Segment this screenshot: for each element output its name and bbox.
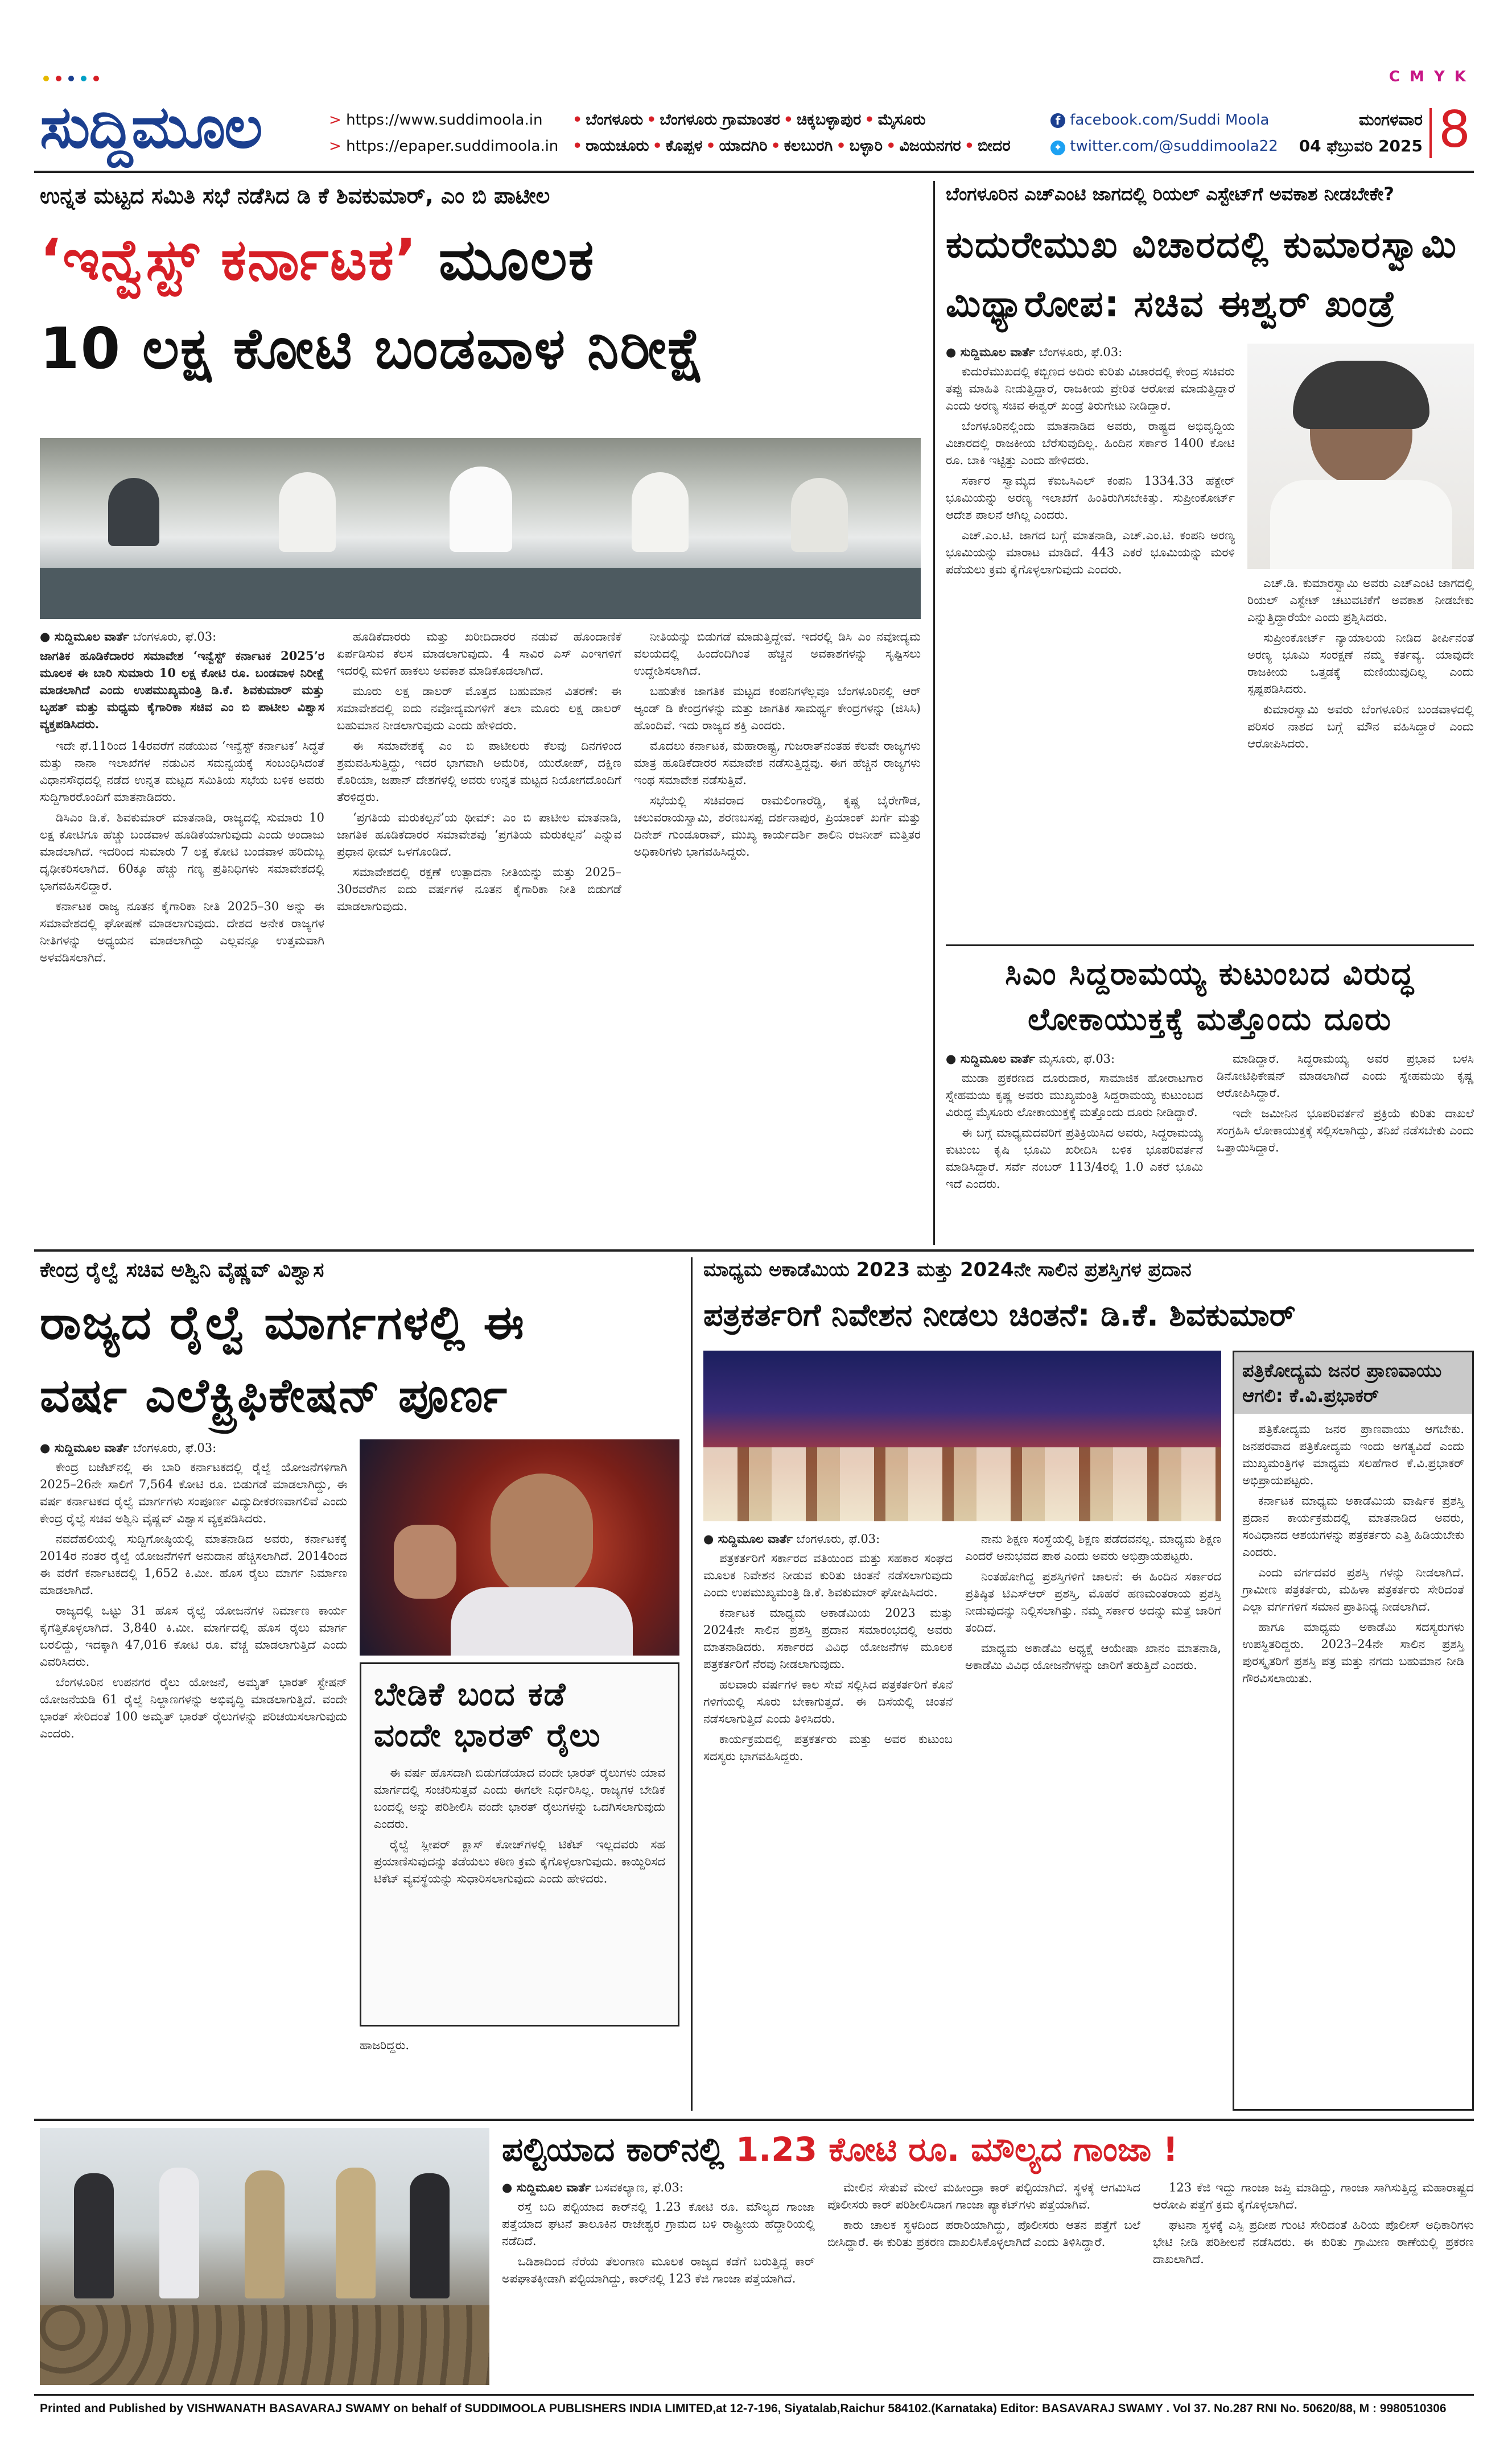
lokayukta-column-2 — [1217, 1050, 1474, 1238]
hmt-paragraph: ಕುದುರೆಮುಖದಲ್ಲಿ ಕಬ್ಬಿಣದ ಅದಿರು ಕುರಿತು ವಿಚಾರದಲ್ಲಿ ಕೇಂದ್ರ ಸಚಿವರು ತಪ್ಪು ಮಾಹಿತಿ ನೀಡುತ್ತಿದ್ದಾರೆ, ರಾಜಕೀಯ ಪ್ರೇರಿತ ಆರೋಪ ಮಾಡುತ್ತಿದ್ದಾರೆ ಎಂದು ಅರಣ್ಯ ಸಚಿವ ಈಶ್ವರ್ ಖಂಡ್ರೆ ತಿರುಗೇಟು ನೀಡಿದ್ದಾರೆ. — [946, 365, 1235, 412]
vertical-divider-mid — [691, 1257, 693, 2111]
ganja-column-3 — [1153, 2179, 1474, 2385]
vaishnaw-photo — [360, 1439, 679, 1656]
color-dots — [40, 73, 102, 84]
media-column-1: ● ಸುದ್ದಿಮೂಲ ವಾರ್ತೆ ಬೆಂಗಳೂರು, ಫೆ.03: ಪತ್ರಕರ್ತರಿಗೆ ಸರ್ಕಾರದ ವತಿಯಿಂದ ಮತ್ತು ಸಹಕಾರ ಸಂಘದ ಮೂಲಕ ನಿವೇಶನ ನೀಡುವ ಕುರಿತು ಚಿಂತನೆ ನಡೆಸಲಾಗುವುದು ಎಂದು ಉಪಮುಖ್ಯಮಂತ್ರಿ ಡಿ.ಕೆ. ಶಿವಕುಮಾರ್ ಘೋಷಿಸಿದರು. ಕರ್ನಾಟಕ ಮಾಧ್ಯಮ ಅಕಾಡೆಮಿಯ 2023 ಮತ್ತು 2024ನೇ ಸಾಲಿನ ಪ್ರಶಸ್ತಿ ಪ್ರದಾನ ಸಮಾರಂಭದಲ್ಲಿ ಅವರು ಮಾತನಾಡಿದರು. ಸರ್ಕಾರದ ವಿವಿಧ ಯೋಜನೆಗಳ ಮೂಲಕ ಪತ್ರಕರ್ತರಿಗೆ ನೆರವು ನೀಡಲಾಗುವುದು. ಹಲವಾರು ವರ್ಷಗಳ ಕಾಲ ಸೇವೆ ಸಲ್ಲಿಸಿದ ಪತ್ರಕರ್ತರಿಗೆ ಕೊನೆ ಗಳಿಗೆಯಲ್ಲಿ ಸೂರು ಬೇಕಾಗುತ್ತದೆ. ಈ ದಿಸೆಯಲ್ಲಿ ಚಿಂತನೆ ನಡೆಸಲಾಗುತ್ತಿದೆ ಎಂದು ತಿಳಿಸಿದರು. ಕಾರ್ಯಕ್ರಮದಲ್ಲಿ ಪತ್ರಕರ್ತರು ಮತ್ತು ಅವರ ಕುಟುಂಬ ಸದಸ್ಯರು ಭಾಗವಹಿಸಿದ್ದರು. — [703, 1530, 953, 2111]
media-paragraph: ನಿಂತಹೋಗಿದ್ದ ಪ್ರಶಸ್ತಿಗಳಿಗೆ ಚಾಲನೆ: ಈ ಹಿಂದಿನ ಸರ್ಕಾರದ ಪ್ರತಿಷ್ಠಿತ ಟಿಎಸ್‌ಆರ್ ಪ್ರಶಸ್ತಿ, ಮೊಹರೆ ಹಣಮಂತರಾಯ ಪ್ರಶಸ್ತಿ ನೀಡುವುದನ್ನು ನಿಲ್ಲಿಸಲಾಗಿತ್ತು. ನಮ್ಮ ಸರ್ಕಾರ ಅದನ್ನು ಮತ್ತೆ ಜಾರಿಗೆ ತಂದಿದೆ. — [965, 1570, 1221, 1635]
prabhakar-paragraph: ಎಂದು ವರ್ಗದವರ ಪ್ರಶಸ್ತಿ ಗಳನ್ನು ನೀಡಲಾಗಿದೆ. ಗ್ರಾಮೀಣ ಪತ್ರಕರ್ತರು, ಮಹಿಳಾ ಪತ್ರಕರ್ತರು ಸೇರಿದಂತೆ ಎಲ್ಲಾ ವರ್ಗಗಳಿಗೆ ಸಮಾನ ಪ್ರಾತಿನಿಧ್ಯ ನೀಡಲಾಗಿದೆ. — [1242, 1566, 1464, 1613]
nav-bullet: • — [886, 137, 896, 155]
lead-paragraph: ಈ ಸಮಾವೇಶಕ್ಕೆ ಎಂ ಬಿ ಪಾಟೀಲರು ಕೆಲವು ದಿನಗಳಿಂದ ಶ್ರಮವಹಿಸುತ್ತಿದ್ದು, ಇದರ ಭಾಗವಾಗಿ ಅಮೆರಿಕ, ಯುರೋಪ್, ದಕ್ಷಿಣ ಕೊರಿಯಾ, ಜಪಾನ್ ದೇಶಗಳಲ್ಲಿ ಅವರು ಉನ್ನತ ಮಟ್ಟದ ನಿಯೋಗದೊಂದಿಗೆ ತೆರಳಿದ್ದರು. — [337, 739, 621, 804]
lokayukta-paragraph: ಮುಡಾ ಪ್ರಕರಣದ ದೂರುದಾರ, ಸಾಮಾಜಿಕ ಹೋರಾಟಗಾರ ಸ್ನೇಹಮಯಿ ಕೃಷ್ಣ ಅವರು ಮುಖ್ಯಮಂತ್ರಿ ಸಿದ್ದರಾಮಯ್ಯ ಕುಟುಂಬದ ವಿರುದ್ಧ ಮೈಸೂರು ಲೋಕಾಯುಕ್ತಕ್ಕೆ ಮತ್ತೊಂದು ದೂರು ನೀಡಿದ್ದಾರೆ. — [946, 1071, 1203, 1119]
masthead-logo[interactable]: ಸುದ್ದಿಮೂಲ — [40, 92, 262, 162]
media-paragraph: ಹಲವಾರು ವರ್ಷಗಳ ಕಾಲ ಸೇವೆ ಸಲ್ಲಿಸಿದ ಪತ್ರಕರ್ತರಿಗೆ ಕೊನೆ ಗಳಿಗೆಯಲ್ಲಿ ಸೂರು ಬೇಕಾಗುತ್ತದೆ. ಈ ದಿಸೆಯಲ್ಲಿ ಚಿಂತನೆ ನಡೆಸಲಾಗುತ್ತಿದೆ ಎಂದು ತಿಳಿಸಿದರು. — [703, 1678, 953, 1726]
lead-column-2 — [337, 628, 621, 1238]
nav-bullet: • — [652, 137, 662, 155]
hmt-paragraph: ಸರ್ಕಾರ ಸ್ವಾಮ್ಯದ ಕೆಐಒಸಿಎಲ್ ಕಂಪನಿ 1334.33 ಹೆಕ್ಟೇರ್ ಭೂಮಿಯನ್ನು ಅರಣ್ಯ ಇಲಾಖೆಗೆ ಹಿಂತಿರುಗಿಸಬೇಕಿತ್ತು. ಸುಪ್ರೀಂಕೋರ್ಟ್ ಆದೇಶ ಪಾಲನೆ ಆಗಿಲ್ಲ ಎಂದರು. — [946, 474, 1235, 522]
site-links — [329, 107, 558, 159]
ganja-paragraph: ಒಡಿಶಾದಿಂದ ನೆರೆಯ ತೆಲಂಗಾಣ ಮೂಲಕ ರಾಜ್ಯದ ಕಡೆಗೆ ಬರುತ್ತಿದ್ದ ಕಾರ್ ಅಪಘಾತಕ್ಕೀಡಾಗಿ ಪಲ್ಟಿಯಾಗಿದ್ದು, ಕಾರ್‌ನಲ್ಲಿ 123 ಕೆಜಿ ಗಾಂಜಾ ಪತ್ತೆಯಾಗಿದೆ. — [502, 2255, 815, 2285]
lead-paragraph: ನೀತಿಯನ್ನು ಬಿಡುಗಡೆ ಮಾಡುತ್ತಿದ್ದೇವೆ. ಇದರಲ್ಲಿ ಡಿಸಿ ಎಂ ನವೋದ್ಯಮ ವಲಯದಲ್ಲಿ ಹಿಂದೆಂದಿಗಿಂತ ಹೆಚ್ಚಿನ ಅವಕಾಶಗಳನ್ನು ಸೃಷ್ಟಿಸಲು ಉದ್ದೇಶಿಸಲಾಗಿದೆ. — [634, 630, 921, 678]
hmt-paragraph: ಕುಮಾರಸ್ವಾಮಿ ಅವರು ಬೆಂಗಳೂರಿನ ಬಂಡವಾಳದಲ್ಲಿ ಪರಿಸರ ನಾಶದ ಬಗ್ಗೆ ಮೌನ ವಹಿಸಿದ್ದಾರೆ ಎಂದು ಆರೋಪಿಸಿದರು. — [1247, 703, 1474, 750]
edition-link[interactable]: ಬೆಂಗಳೂರು ಗ್ರಾಮಾಂತರ — [660, 111, 780, 129]
lead-paragraph: ಬಹುತೇಕ ಜಾಗತಿಕ ಮಟ್ಟದ ಕಂಪನಿಗಳೆಲ್ಲವೂ ಬೆಂಗಳೂರಿನಲ್ಲಿ ಆರ್ ಆ್ಯಂಡ್ ಡಿ ಕೇಂದ್ರಗಳನ್ನು ಮತ್ತು ಜಾಗತಿಕ ಸಾಮರ್ಥ್ಯ ಕೇಂದ್ರಗಳನ್ನು (ಜಿಸಿಸಿ) ಹೊಂದಿವೆ. ಇದು ರಾಜ್ಯದ ಶಕ್ತಿ ಎಂದರು. — [634, 684, 921, 732]
nav-bullet: • — [771, 137, 781, 155]
railway-column-1: ● ಸುದ್ದಿಮೂಲ ವಾರ್ತೆ ಬೆಂಗಳೂರು, ಫೆ.03: ಕೇಂದ್ರ ಬಜೆಟ್‌ನಲ್ಲಿ ಈ ಬಾರಿ ಕರ್ನಾಟಕದಲ್ಲಿ ರೈಲ್ವೆ ಯೋಜನೆಗಳಿಗಾಗಿ 2025–26ನೇ ಸಾಲಿಗೆ 7,564 ಕೋಟಿ ರೂ. ಬಿಡುಗಡೆ ಮಾಡಲಾಗಿದ್ದು, ಈ ವರ್ಷ ಕರ್ನಾಟಕದ ರೈಲ್ವೆ ಮಾರ್ಗಗಳು ಸಂಪೂರ್ಣ ವಿದ್ಯುದೀಕರಣವಾಗಲಿವೆ ಎಂದು ಕೇಂದ್ರ ರೈಲ್ವೆ ಸಚಿವ ಅಶ್ವಿನಿ ವೈಷ್ಣವ್ ವಿಶ್ವಾಸ ವ್ಯಕ್ತಪಡಿಸಿದರು. ನವದೆಹಲಿಯಲ್ಲಿ ಸುದ್ದಿಗೋಷ್ಠಿಯಲ್ಲಿ ಮಾತನಾಡಿದ ಅವರು, ಕರ್ನಾಟಕಕ್ಕೆ 2014ರ ನಂತರ ರೈಲ್ವೆ ಯೋಜನೆಗಳಿಗೆ ಅನುದಾನ ಹೆಚ್ಚಿಸಲಾಗಿದೆ. 2014ರಿಂದ ಈ ವರೆಗೆ ಕರ್ನಾಟಕದಲ್ಲಿ 1,652 ಕಿ.ಮೀ. ಹೊಸ ರೈಲು ಮಾರ್ಗ ನಿರ್ಮಾಣ ಮಾಡಲಾಗಿದೆ. ರಾಜ್ಯದಲ್ಲಿ ಒಟ್ಟು 31 ಹೊಸ ರೈಲ್ವೆ ಯೋಜನೆಗಳ ನಿರ್ಮಾಣ ಕಾರ್ಯ ಕೈಗೆತ್ತಿಕೊಳ್ಳಲಾಗಿದೆ. 3,840 ಕಿ.ಮೀ. ಮಾರ್ಗದಲ್ಲಿ ಹೊಸ ರೈಲು ಮಾರ್ಗ ಬರಲಿದ್ದು, ಇದಕ್ಕಾಗಿ 47,016 ಕೋಟಿ ರೂ. ವೆಚ್ಚ ಮಾಡಲಾಗುತ್ತಿದೆ ಎಂದು ವಿವರಿಸಿದರು. ಬೆಂಗಳೂರಿನ ಉಪನಗರ ರೈಲು ಯೋಜನೆ, ಅಮೃತ್ ಭಾರತ್ ಸ್ಟೇಷನ್ ಯೋಜನೆಯಡಿ 61 ರೈಲ್ವೆ ನಿಲ್ದಾಣಗಳನ್ನು ಅಭಿವೃದ್ಧಿ ಮಾಡಲಾಗುತ್ತಿದೆ. ವಂದೇ ಭಾರತ್ ಸೇರಿದಂತೆ 100 ಅಮೃತ್ ಭಾರತ್ ರೈಲುಗಳನ್ನು ಪರಿಚಯಿಸಲಾಗುವುದು ಎಂದರು. — [40, 1439, 347, 2111]
lead-intro: ಜಾಗತಿಕ ಹೂಡಿಕೆದಾರರ ಸಮಾವೇಶ ‘ಇನ್ವೆಸ್ಟ್ ಕರ್ನಾಟಕ 2025’ರ ಮೂಲಕ ಈ ಬಾರಿ ಸುಮಾರು 10 ಲಕ್ಷ ಕೋಟಿ ರೂ. ಬಂಡವಾಳ ನಿರೀಕ್ಷೆ ಮಾಡಲಾಗಿದೆ ಎಂದು ಉಪಮುಖ್ಯಮಂತ್ರಿ ಡಿ.ಕೆ. ಶಿವಕುಮಾರ್ ಮತ್ತು ಬೃಹತ್ ಮತ್ತು ಮಧ್ಯಮ ಕೈಗಾರಿಕಾ ಸಚಿವ ಎಂ ಬಿ ಪಾಟೀಲ ವಿಶ್ವಾಸ ವ್ಯಕ್ತಪಡಿಸಿದರು. — [40, 649, 324, 731]
edition-link[interactable]: ಬಳ್ಳಾರಿ — [849, 137, 883, 155]
media-paragraph: ನಾನು ಶಿಕ್ಷಣ ಸಂಸ್ಥೆಯಲ್ಲಿ ಶಿಕ್ಷಣ ಪಡೆದವನಲ್ಲ. ಮಾಧ್ಯಮ ಶಿಕ್ಷಣ ಎಂದರೆ ಅನುಭವದ ಪಾಠ ಎಂದು ಅವರು ಅಭಿಪ್ರಾಯಪಟ್ಟರು. — [965, 1532, 1221, 1563]
lower-rule — [34, 2119, 1474, 2121]
media-paragraph: ಪತ್ರಕರ್ತರಿಗೆ ಸರ್ಕಾರದ ವತಿಯಿಂದ ಮತ್ತು ಸಹಕಾರ ಸಂಘದ ಮೂಲಕ ನಿವೇಶನ ನೀಡುವ ಕುರಿತು ಚಿಂತನೆ ನಡೆಸಲಾಗುವುದು ಎಂದು ಉಪಮುಖ್ಯಮಂತ್ರಿ ಡಿ.ಕೆ. ಶಿವಕುಮಾರ್ ಘೋಷಿಸಿದರು. — [703, 1551, 953, 1599]
lokayukta-paragraph: ಈ ಬಗ್ಗೆ ಮಾಧ್ಯಮದವರಿಗೆ ಪ್ರತಿಕ್ರಿಯಿಸಿದ ಅವರು, ಸಿದ್ದರಾಮಯ್ಯ ಕುಟುಂಬ ಕೃಷಿ ಭೂಮಿ ಖರೀದಿಸಿ ಬಳಿಕ ಭೂಪರಿವರ್ತನೆ ಮಾಡಿಸಿದ್ದಾರೆ. ಸರ್ವೆ ನಂಬರ್ 113/4ರಲ್ಲಿ 1.0 ಎಕರೆ ಭೂಮಿ ಇದೆ ಎಂದರು. — [946, 1126, 1203, 1191]
khandre-photo — [1247, 344, 1474, 569]
lokayukta-paragraph: ಇದೇ ಜಮೀನಿನ ಭೂಪರಿವರ್ತನೆ ಪ್ರಕ್ರಿಯೆ ಕುರಿತು ದಾಖಲೆ ಸಂಗ್ರಹಿಸಿ ಲೋಕಾಯುಕ್ತಕ್ಕೆ ಸಲ್ಲಿಸಲಾಗಿದ್ದು, ತನಿಖೆ ನಡೆಸಬೇಕು ಎಂದು ಒತ್ತಾಯಿಸಿದ್ದಾರೆ. — [1217, 1107, 1474, 1154]
hmt-column-1: ● ಸುದ್ದಿಮೂಲ ವಾರ್ತೆ ಬೆಂಗಳೂರು, ಫೆ.03: ಕುದುರೆಮುಖದಲ್ಲಿ ಕಬ್ಬಿಣದ ಅದಿರು ಕುರಿತು ವಿಚಾರದಲ್ಲಿ ಕೇಂದ್ರ ಸಚಿವರು ತಪ್ಪು ಮಾಹಿತಿ ನೀಡುತ್ತಿದ್ದಾರೆ, ರಾಜಕೀಯ ಪ್ರೇರಿತ ಆರೋಪ ಮಾಡುತ್ತಿದ್ದಾರೆ ಎಂದು ಅರಣ್ಯ ಸಚಿವ ಈಶ್ವರ್ ಖಂಡ್ರೆ ತಿರುಗೇಟು ನೀಡಿದ್ದಾರೆ. ಬೆಂಗಳೂರಿನಲ್ಲಿಂದು ಮಾತನಾಡಿದ ಅವರು, ರಾಷ್ಟ್ರದ ಅಭಿವೃದ್ಧಿಯ ವಿಚಾರದಲ್ಲಿ ರಾಜಕೀಯ ಬೆರೆಸುವುದಿಲ್ಲ. ಹಿಂದಿನ ಸರ್ಕಾರ 1400 ಕೋಟಿ ರೂ. ಬಾಕಿ ಇಟ್ಟಿತ್ತು ಎಂದು ಹೇಳಿದರು. ಸರ್ಕಾರ ಸ್ವಾಮ್ಯದ ಕೆಐಒಸಿಎಲ್ ಕಂಪನಿ 1334.33 ಹೆಕ್ಟೇರ್ ಭೂಮಿಯನ್ನು ಅರಣ್ಯ ಇಲಾಖೆಗೆ ಹಿಂತಿರುಗಿಸಬೇಕಿತ್ತು. ಸುಪ್ರೀಂಕೋರ್ಟ್ ಆದೇಶ ಪಾಲನೆ ಆಗಿಲ್ಲ ಎಂದರು. ಎಚ್.ಎಂ.ಟಿ. ಜಾಗದ ಬಗ್ಗೆ ಮಾತನಾಡಿ, ಎಚ್.ಎಂ.ಟಿ. ಕಂಪನಿ ಅರಣ್ಯ ಭೂಮಿಯನ್ನು ಮಾರಾಟ ಮಾಡಿದೆ. 443 ಎಕರೆ ಭೂಮಿಯನ್ನು ಮರಳಿ ಪಡೆಯಲು ಕ್ರಮ ಕೈಗೊಳ್ಳಲಾಗುವುದು ಎಂದರು. — [946, 344, 1235, 933]
nav-bullet: • — [646, 111, 657, 129]
ganja-paragraph: ರಸ್ತೆ ಬದಿ ಪಲ್ಟಿಯಾದ ಕಾರ್‌ನಲ್ಲಿ 1.23 ಕೋಟಿ ರೂ. ಮೌಲ್ಯದ ಗಾಂಜಾ ಪತ್ತೆಯಾದ ಘಟನೆ ತಾಲೂಕಿನ ರಾಜೇಶ್ವರ ಗ್ರಾಮದ ಬಳಿ ರಾಷ್ಟ್ರೀಯ ಹೆದ್ದಾರಿಯಲ್ಲಿ ನಡೆದಿದೆ. — [502, 2200, 815, 2248]
railway-paragraph: ಕೇಂದ್ರ ಬಜೆಟ್‌ನಲ್ಲಿ ಈ ಬಾರಿ ಕರ್ನಾಟಕದಲ್ಲಿ ರೈಲ್ವೆ ಯೋಜನೆಗಳಿಗಾಗಿ 2025–26ನೇ ಸಾಲಿಗೆ 7,564 ಕೋಟಿ ರೂ. ಬಿಡುಗಡೆ ಮಾಡಲಾಗಿದ್ದು, ಈ ವರ್ಷ ಕರ್ನಾಟಕದ ರೈಲ್ವೆ ಮಾರ್ಗಗಳು ಸಂಪೂರ್ಣ ವಿದ್ಯುದೀಕರಣವಾಗಲಿವೆ ಎಂದು ಕೇಂದ್ರ ರೈಲ್ವೆ ಸಚಿವ ಅಶ್ವಿನಿ ವೈಷ್ಣವ್ ವಿಶ್ವಾಸ ವ್ಯಕ್ತಪಡಿಸಿದರು. — [40, 1460, 347, 1525]
media-headline: ಪತ್ರಕರ್ತರಿಗೆ ನಿವೇಶನ ನೀಡಲು ಚಿಂತನೆ: ಡಿ.ಕೆ. ಶಿವಕುಮಾರ್ — [703, 1297, 1296, 1333]
railway-kicker: ಕೇಂದ್ರ ರೈಲ್ವೆ ಸಚಿವ ಅಶ್ವಿನಿ ವೈಷ್ಣವ್ ವಿಶ್ವಾಸ — [40, 1258, 324, 1282]
media-kicker: ಮಾಧ್ಯಮ ಅಕಾಡೆಮಿಯ 2023 ಮತ್ತು 2024ನೇ ಸಾಲಿನ ಪ್ರಶಸ್ತಿಗಳ ಪ್ರದಾನ — [703, 1258, 1192, 1281]
vande-subhead-2: ವಂದೇ ಭಾರತ್ ರೈಲು — [374, 1717, 601, 1754]
edition-link[interactable]: ಯಾದಗಿರಿ — [719, 137, 768, 155]
website-link[interactable]: > https://www.suddimoola.in — [329, 112, 543, 129]
twitter-icon: ✦ — [1050, 141, 1065, 155]
prabhakar-paragraph: ಹಾಗೂ ಮಾಧ್ಯಮ ಅಕಾಡೆಮಿ ಸದಸ್ಯರುಗಳು ಉಪಸ್ಥಿತರಿದ್ದರು. 2023–24ನೇ ಸಾಲಿನ ಪ್ರಶಸ್ತಿ ಪುರಸ್ಕೃತರಿಗೆ ಪ್ರಶಸ್ತಿ ಪತ್ರ ಮತ್ತು ನಗದು ಬಹುಮಾನ ನೀಡಿ ಗೌರವಿಸಲಾಯಿತು. — [1242, 1620, 1464, 1685]
ganja-paragraph: ಕಾರು ಚಾಲಕ ಸ್ಥಳದಿಂದ ಪರಾರಿಯಾಗಿದ್ದು, ಪೊಲೀಸರು ಆತನ ಪತ್ತೆಗೆ ಬಲೆ ಬೀಸಿದ್ದಾರೆ. ಈ ಕುರಿತು ಪ್ರಕರಣ ದಾಖಲಿಸಿಕೊಳ್ಳಲಾಗಿದೆ ಎಂದು ತಿಳಿಸಿದ್ದಾರೆ. — [827, 2218, 1140, 2249]
epaper-link[interactable]: > https://epaper.suddimoola.in — [329, 138, 559, 155]
media-paragraph: ಮಾಧ್ಯಮ ಅಕಾಡೆಮಿ ಅಧ್ಯಕ್ಷೆ ಆಯೇಷಾ ಖಾನಂ ಮಾತನಾಡಿ, ಅಕಾಡೆಮಿ ವಿವಿಧ ಯೋಜನೆಗಳನ್ನು ಜಾರಿಗೆ ತರುತ್ತಿದೆ ಎಂದರು. — [965, 1641, 1221, 1672]
facebook-link[interactable]: f facebook.com/Suddi Moola — [1050, 107, 1278, 133]
lead-kicker: ಉನ್ನತ ಮಟ್ಟದ ಸಮಿತಿ ಸಭೆ ನಡೆಸಿದ ಡಿ ಕೆ ಶಿವಕುಮಾರ್, ಎಂ ಬಿ ಪಾಟೀಲ — [40, 183, 550, 208]
railway-paragraph: ಬೆಂಗಳೂರಿನ ಉಪನಗರ ರೈಲು ಯೋಜನೆ, ಅಮೃತ್ ಭಾರತ್ ಸ್ಟೇಷನ್ ಯೋಜನೆಯಡಿ 61 ರೈಲ್ವೆ ನಿಲ್ದಾಣಗಳನ್ನು ಅಭಿವೃದ್ಧಿ ಮಾಡಲಾಗುತ್ತಿದೆ. ವಂದೇ ಭಾರತ್ ಸೇರಿದಂತೆ 100 ಅಮೃತ್ ಭಾರತ್ ರೈಲುಗಳನ್ನು ಪರಿಚಯಿಸಲಾಗುವುದು ಎಂದರು. — [40, 1675, 347, 1740]
railway-caption-tail: ಹಾಜರಿದ್ದರು. — [360, 2038, 410, 2052]
edition-link[interactable]: ವಿಜಯನಗರ — [899, 137, 961, 155]
vande-bharat-box — [360, 1662, 679, 2026]
masthead-rule — [34, 171, 1474, 173]
lokayukta-paragraph: ಮಾಡಿದ್ದಾರೆ. ಸಿದ್ದರಾಮಯ್ಯ ಅವರ ಪ್ರಭಾವ ಬಳಸಿ ಡಿನೋಟಿಫಿಕೇಷನ್ ಮಾಡಲಾಗಿದೆ ಎಂದು ಸ್ನೇಹಮಯಿ ಕೃಷ್ಣ ಆರೋಪಿಸಿದ್ದಾರೆ. — [1217, 1052, 1474, 1100]
facebook-icon: f — [1050, 113, 1065, 128]
edition-link[interactable]: ಮೈಸೂರು — [877, 111, 926, 129]
ganja-column-2 — [827, 2179, 1140, 2385]
vande-subhead-1: ಬೇಡಿಕೆ ಬಂದ ಕಡೆ — [374, 1676, 567, 1713]
issue-date — [1286, 107, 1423, 159]
lead-paragraph: ಮೊದಲು ಕರ್ನಾಟಕ, ಮಹಾರಾಷ್ಟ್ರ, ಗುಜರಾತ್‌ನಂತಹ ಕೆಲವೇ ರಾಜ್ಯಗಳು ಮಾತ್ರ ಹೂಡಿಕೆದಾರರ ಸಮಾವೇಶ ನಡೆಸುತ್ತಿದ್ದವು. ಈಗ ಹೆಚ್ಚಿನ ರಾಜ್ಯಗಳು ಇಂಥ ಸಮಾವೇಶ ನಡೆಸುತ್ತಿವೆ. — [634, 739, 921, 787]
nav-bullet: • — [706, 137, 716, 155]
edition-link[interactable]: ಕಲಬುರಗಿ — [784, 137, 833, 155]
hmt-paragraph: ಎಚ್.ಡಿ. ಕುಮಾರಸ್ವಾಮಿ ಅವರು ಎಚ್‌ಎಂಟಿ ಜಾಗದಲ್ಲಿ ರಿಯಲ್ ಎಸ್ಟೇಟ್ ಚಟುವಟಿಕೆಗೆ ಅವಕಾಶ ನೀಡಬೇಕು ಎನ್ನುತ್ತಿದ್ದಾರೆಯೇ ಎಂದು ಪ್ರಶ್ನಿಸಿದರು. — [1247, 576, 1474, 624]
issue-date-text: 04 ಫೆಬ್ರುವರಿ 2025 — [1299, 137, 1423, 155]
nav-bullet: • — [964, 137, 974, 155]
page-number-divider — [1429, 108, 1432, 158]
prabhakar-paragraph: ಕರ್ನಾಟಕ ಮಾಧ್ಯಮ ಅಕಾಡೆಮಿಯ ವಾರ್ಷಿಕ ಪ್ರಶಸ್ತಿ ಪ್ರದಾನ ಕಾರ್ಯಕ್ರಮದಲ್ಲಿ ಮಾತನಾಡಿದ ಅವರು, ಸಂವಿಧಾನದ ಆಶಯಗಳನ್ನು ಪತ್ರಕರ್ತರು ಎತ್ತಿ ಹಿಡಿಯಬೇಕು ಎಂದರು. — [1242, 1494, 1464, 1559]
lead-paragraph: ‘ಪ್ರಗತಿಯ ಮರುಕಲ್ಪನೆ’ಯ ಥೀಮ್: ಎಂ ಬಿ ಪಾಟೀಲ ಮಾತನಾಡಿ, ಜಾಗತಿಕ ಹೂಡಿಕೆದಾರರ ಸಮಾವೇಶವು ‘ಪ್ರಗತಿಯ ಮರುಕಲ್ಪನೆ’ ಎನ್ನುವ ಪ್ರಧಾನ ಥೀಮ್ ಒಳಗೊಂಡಿದೆ. — [337, 811, 621, 859]
ganja-paragraph: ಘಟನಾ ಸ್ಥಳಕ್ಕೆ ಎಸ್ಪಿ ಪ್ರದೀಪ ಗುಂಟಿ ಸೇರಿದಂತೆ ಹಿರಿಯ ಪೊಲೀಸ್ ಅಧಿಕಾರಿಗಳು ಭೇಟಿ ನೀಡಿ ಪರಿಶೀಲನೆ ನಡೆಸಿದರು. ಈ ಕುರಿತು ಗ್ರಾಮೀಣ ಠಾಣೆಯಲ್ಲಿ ಪ್ರಕರಣ ದಾಖಲಾಗಿದೆ. — [1153, 2218, 1474, 2266]
lead-paragraph: ಡಿಸಿಎಂ ಡಿ.ಕೆ. ಶಿವಕುಮಾರ್ ಮಾತನಾಡಿ, ರಾಜ್ಯದಲ್ಲಿ ಸುಮಾರು 10 ಲಕ್ಷ ಕೋಟಿಗೂ ಹೆಚ್ಚು ಬಂಡವಾಳ ಹೂಡಿಕೆಯಾಗುವುದು ಎಂದು ಅಂದಾಜು ಮಾಡಲಾಗಿದೆ. ಇದರಿಂದ ಸುಮಾರು 7 ಲಕ್ಷ ಕೋಟಿ ಬಂಡವಾಳ ಹರಿದುಬ್ಬ ದೃಢೀಕರಿಸಲಾಗಿದೆ. 60ಕ್ಕೂ ಹೆಚ್ಚು ಗಣ್ಯ ಪ್ರತಿನಿಧಿಗಳು ಸಮಾವೇಶದಲ್ಲಿ ಭಾಗವಹಿಸಲಿದ್ದಾರೆ. — [40, 811, 324, 893]
prabhakar-box — [1233, 1351, 1474, 2111]
ganja-photo — [40, 2128, 489, 2385]
edition-link[interactable]: ರಾಯಚೂರು — [586, 137, 649, 155]
twitter-link[interactable]: ✦ twitter.com/@suddimoola22 — [1050, 133, 1278, 159]
media-paragraph: ಕಾರ್ಯಕ್ರಮದಲ್ಲಿ ಪತ್ರಕರ್ತರು ಮತ್ತು ಅವರ ಕುಟುಂಬ ಸದಸ್ಯರು ಭಾಗವಹಿಸಿದ್ದರು. — [703, 1732, 953, 1763]
cmyk-marker: C M Y K — [1388, 68, 1468, 85]
media-column-2 — [965, 1530, 1221, 2111]
ganja-headline: ಪಲ್ಟಿಯಾದ ಕಾರ್‌ನಲ್ಲಿ 1.23 ಕೋಟಿ ರೂ. ಮೌಲ್ಯದ ಗಾಂಜಾ ! — [502, 2130, 1178, 2169]
hmt-bottom-rule — [946, 944, 1474, 946]
lokayukta-headline-2: ಲೋಕಾಯುಕ್ತಕ್ಕೆ ಮತ್ತೊಂದು ದೂರು — [1028, 1001, 1392, 1037]
lead-paragraph: ಹೂಡಿಕೆದಾರರು ಮತ್ತು ಖರೀದಿದಾರರ ನಡುವೆ ಹೊಂದಾಣಿಕೆ ಏರ್ಪಡಿಸುವ ಕೆಲಸ ಮಾಡಲಾಗುವುದು. 4 ಸಾವಿರ ಎಸ್ ಎಂಇಗಳಿಗೆ ಇದರಲ್ಲಿ ಮಳಿಗೆ ಹಾಕಲು ಅವಕಾಶ ಮಾಡಿಕೊಡಲಾಗಿದೆ. — [337, 630, 621, 678]
railway-headline-2: ವರ್ಷ ಎಲೆಕ್ಟ್ರಿಫಿಕೇಷನ್ ಪೂರ್ಣ — [40, 1369, 508, 1423]
hmt-paragraph: ಬೆಂಗಳೂರಿನಲ್ಲಿಂದು ಮಾತನಾಡಿದ ಅವರು, ರಾಷ್ಟ್ರದ ಅಭಿವೃದ್ಧಿಯ ವಿಚಾರದಲ್ಲಿ ರಾಜಕೀಯ ಬೆರೆಸುವುದಿಲ್ಲ. ಹಿಂದಿನ ಸರ್ಕಾರ 1400 ಕೋಟಿ ರೂ. ಬಾಕಿ ಇಟ್ಟಿತ್ತು ಎಂದು ಹೇಳಿದರು. — [946, 419, 1235, 467]
nav-bullet: • — [836, 137, 846, 155]
lokayukta-headline-1: ಸಿಎಂ ಸಿದ್ದರಾಮಯ್ಯ ಕುಟುಂಬದ ವಿರುದ್ಧ — [1005, 956, 1415, 992]
hmt-column-2 — [1247, 575, 1474, 933]
ganja-column-1: ● ಸುದ್ದಿಮೂಲ ವಾರ್ತೆ ಬಸವಕಲ್ಯಾಣ, ಫೆ.03: ರಸ್ತೆ ಬದಿ ಪಲ್ಟಿಯಾದ ಕಾರ್‌ನಲ್ಲಿ 1.23 ಕೋಟಿ ರೂ. ಮೌಲ್ಯದ ಗಾಂಜಾ ಪತ್ತೆಯಾದ ಘಟನೆ ತಾಲೂಕಿನ ರಾಜೇಶ್ವರ ಗ್ರಾಮದ ಬಳಿ ರಾಷ್ಟ್ರೀಯ ಹೆದ್ದಾರಿಯಲ್ಲಿ ನಡೆದಿದೆ. ಒಡಿಶಾದಿಂದ ನೆರೆಯ ತೆಲಂಗಾಣ ಮೂಲಕ ರಾಜ್ಯದ ಕಡೆಗೆ ಬರುತ್ತಿದ್ದ ಕಾರ್ ಅಪಘಾತಕ್ಕೀಡಾಗಿ ಪಲ್ಟಿಯಾಗಿದ್ದು, ಕಾರ್‌ನಲ್ಲಿ 123 ಕೆಜಿ ಗಾಂಜಾ ಪತ್ತೆಯಾಗಿದೆ. — [502, 2179, 815, 2385]
vertical-divider-top — [933, 181, 935, 1245]
edition-link[interactable]: ಬೆಂಗಳೂರು — [586, 111, 644, 129]
lead-photo — [40, 438, 921, 619]
prabhakar-paragraph: ಪತ್ರಿಕೋದ್ಯಮ ಜನರ ಪ್ರಾಣವಾಯು ಆಗಬೇಕು. ಜನಪರವಾದ ಪತ್ರಿಕೋದ್ಯಮ ಇಂದು ಅಗತ್ಯವಿದೆ ಎಂದು ಮುಖ್ಯಮಂತ್ರಿಗಳ ಮಾಧ್ಯಮ ಸಲಹೆಗಾರ ಕೆ.ವಿ.ಪ್ರಭಾಕರ್ ಅಭಿಪ್ರಾಯಪಟ್ಟರು. — [1242, 1422, 1464, 1487]
social-links — [1050, 107, 1278, 159]
lokayukta-column-1: ● ಸುದ್ದಿಮೂಲ ವಾರ್ತೆ ಮೈಸೂರು, ಫೆ.03: ಮುಡಾ ಪ್ರಕರಣದ ದೂರುದಾರ, ಸಾಮಾಜಿಕ ಹೋರಾಟಗಾರ ಸ್ನೇಹಮಯಿ ಕೃಷ್ಣ ಅವರು ಮುಖ್ಯಮಂತ್ರಿ ಸಿದ್ದರಾಮಯ್ಯ ಕುಟುಂಬದ ವಿರುದ್ಧ ಮೈಸೂರು ಲೋಕಾಯುಕ್ತಕ್ಕೆ ಮತ್ತೊಂದು ದೂರು ನೀಡಿದ್ದಾರೆ. ಈ ಬಗ್ಗೆ ಮಾಧ್ಯಮದವರಿಗೆ ಪ್ರತಿಕ್ರಿಯಿಸಿದ ಅವರು, ಸಿದ್ದರಾಮಯ್ಯ ಕುಟುಂಬ ಕೃಷಿ ಭೂಮಿ ಖರೀದಿಸಿ ಬಳಿಕ ಭೂಪರಿವರ್ತನೆ ಮಾಡಿಸಿದ್ದಾರೆ. ಸರ್ವೆ ನಂಬರ್ 113/4ರಲ್ಲಿ 1.0 ಎಕರೆ ಭೂಮಿ ಇದೆ ಎಂದರು. — [946, 1050, 1203, 1238]
ganja-paragraph: 123 ಕೆಜಿ ಇದ್ದು ಗಾಂಜಾ ಜಪ್ತಿ ಮಾಡಿದ್ದು, ಗಾಂಜಾ ಸಾಗಿಸುತ್ತಿದ್ದ ಮಹಾರಾಷ್ಟ್ರದ ಆರೋಪಿ ಪತ್ತೆಗೆ ಕ್ರಮ ಕೈಗೊಳ್ಳಲಾಗಿದೆ. — [1153, 2181, 1474, 2211]
edition-row-2 — [569, 133, 1011, 159]
hmt-headline-2: ಮಿಥ್ಯಾರೋಪ: ಸಚಿವ ಈಶ್ವರ್ ಖಂಡ್ರೆ — [946, 283, 1396, 325]
railway-paragraph: ರಾಜ್ಯದಲ್ಲಿ ಒಟ್ಟು 31 ಹೊಸ ರೈಲ್ವೆ ಯೋಜನೆಗಳ ನಿರ್ಮಾಣ ಕಾರ್ಯ ಕೈಗೆತ್ತಿಕೊಳ್ಳಲಾಗಿದೆ. 3,840 ಕಿ.ಮೀ. ಮಾರ್ಗದಲ್ಲಿ ಹೊಸ ರೈಲು ಮಾರ್ಗ ಬರಲಿದ್ದು, ಇದಕ್ಕಾಗಿ 47,016 ಕೋಟಿ ರೂ. ವೆಚ್ಚ ಮಾಡಲಾಗುತ್ತಿದೆ ಎಂದು ವಿವರಿಸಿದರು. — [40, 1604, 347, 1669]
nav-bullet: • — [572, 111, 583, 129]
lead-column-1: ● ಸುದ್ದಿಮೂಲ ವಾರ್ತೆ ಬೆಂಗಳೂರು, ಫೆ.03: ಜಾಗತಿಕ ಹೂಡಿಕೆದಾರರ ಸಮಾವೇಶ ‘ಇನ್ವೆಸ್ಟ್ ಕರ್ನಾಟಕ 2025’ರ ಮೂಲಕ ಈ ಬಾರಿ ಸುಮಾರು 10 ಲಕ್ಷ ಕೋಟಿ ರೂ. ಬಂಡವಾಳ ನಿರೀಕ್ಷೆ ಮಾಡಲಾಗಿದೆ ಎಂದು ಉಪಮುಖ್ಯಮಂತ್ರಿ ಡಿ.ಕೆ. ಶಿವಕುಮಾರ್ ಮತ್ತು ಬೃಹತ್ ಮತ್ತು ಮಧ್ಯಮ ಕೈಗಾರಿಕಾ ಸಚಿವ ಎಂ ಬಿ ಪಾಟೀಲ ವಿಶ್ವಾಸ ವ್ಯಕ್ತಪಡಿಸಿದರು. ಇದೇ ಫೆ.11ರಿಂದ 14ರವರೆಗೆ ನಡೆಯುವ ‘ಇನ್ವೆಸ್ಟ್ ಕರ್ನಾಟಕ’ ಸಿದ್ಧತೆ ಮತ್ತು ನಾನಾ ಇಲಾಖೆಗಳ ನಡುವಿನ ಸಮನ್ವಯಕ್ಕೆ ಸಂಬಂಧಿಸಿದಂತೆ ವಿಧಾನಸೌಧದಲ್ಲಿ ನಡೆದ ಉನ್ನತ ಮಟ್ಟದ ಸಮಿತಿಯ ಸಭೆಯ ಬಳಿಕ ಅವರು ಸುದ್ದಿಗಾರರೊಂದಿಗೆ ಮಾತನಾಡಿದರು. ಡಿಸಿಎಂ ಡಿ.ಕೆ. ಶಿವಕುಮಾರ್ ಮಾತನಾಡಿ, ರಾಜ್ಯದಲ್ಲಿ ಸುಮಾರು 10 ಲಕ್ಷ ಕೋಟಿಗೂ ಹೆಚ್ಚು ಬಂಡವಾಳ ಹೂಡಿಕೆಯಾಗುವುದು ಎಂದು ಅಂದಾಜು ಮಾಡಲಾಗಿದೆ. ಇದರಿಂದ ಸುಮಾರು 7 ಲಕ್ಷ ಕೋಟಿ ಬಂಡವಾಳ ಹರಿದುಬ್ಬ ದೃಢೀಕರಿಸಲಾಗಿದೆ. 60ಕ್ಕೂ ಹೆಚ್ಚು ಗಣ್ಯ ಪ್ರತಿನಿಧಿಗಳು ಸಮಾವೇಶದಲ್ಲಿ ಭಾಗವಹಿಸಲಿದ್ದಾರೆ. ಕರ್ನಾಟಕ ರಾಜ್ಯ ನೂತನ ಕೈಗಾರಿಕಾ ನೀತಿ 2025–30 ಅನ್ನು ಈ ಸಮಾವೇಶದಲ್ಲಿ ಘೋಷಣೆ ಮಾಡಲಾಗುವುದು. ದೇಶದ ಅನೇಕ ರಾಜ್ಯಗಳ ನೀತಿಗಳನ್ನು ಅಧ್ಯಯನ ಮಾಡಲಾಗಿದ್ದು ಎಲ್ಲವನ್ನೂ ಉತ್ತಮವಾಗಿ ಅಳವಡಿಸಲಾಗಿದೆ. — [40, 628, 324, 1238]
lead-paragraph: ಸಮಾವೇಶದಲ್ಲಿ ರಕ್ಷಣೆ ಉತ್ಪಾದನಾ ನೀತಿಯನ್ನು ಮತ್ತು 2025–30ರವರೆಗಿನ ಐದು ವರ್ಷಗಳ ನೂತನ ಕೈಗಾರಿಕಾ ನೀತಿ ಬಿಡುಗಡೆ ಮಾಡಲಾಗುವುದು. — [337, 865, 621, 913]
lead-paragraph: ಇದೇ ಫೆ.11ರಿಂದ 14ರವರೆಗೆ ನಡೆಯುವ ‘ಇನ್ವೆಸ್ಟ್ ಕರ್ನಾಟಕ’ ಸಿದ್ಧತೆ ಮತ್ತು ನಾನಾ ಇಲಾಖೆಗಳ ನಡುವಿನ ಸಮನ್ವಯಕ್ಕೆ ಸಂಬಂಧಿಸಿದಂತೆ ವಿಧಾನಸೌಧದಲ್ಲಿ ನಡೆದ ಉನ್ನತ ಮಟ್ಟದ ಸಮಿತಿಯ ಸಭೆಯ ಬಳಿಕ ಅವರು ಸುದ್ದಿಗಾರರೊಂದಿಗೆ ಮಾತನಾಡಿದರು. — [40, 739, 324, 804]
railway-headline-1: ರಾಜ್ಯದ ರೈಲ್ವೆ ಮಾರ್ಗಗಳಲ್ಲಿ ಈ — [40, 1296, 525, 1350]
edition-row-1 — [569, 107, 1011, 133]
media-paragraph: ಕರ್ನಾಟಕ ಮಾಧ್ಯಮ ಅಕಾಡೆಮಿಯ 2023 ಮತ್ತು 2024ನೇ ಸಾಲಿನ ಪ್ರಶಸ್ತಿ ಪ್ರದಾನ ಸಮಾರಂಭದಲ್ಲಿ ಅವರು ಮಾತನಾಡಿದರು. ಸರ್ಕಾರದ ವಿವಿಧ ಯೋಜನೆಗಳ ಮೂಲಕ ಪತ್ರಕರ್ತರಿಗೆ ನೆರವು ನೀಡಲಾಗುವುದು. — [703, 1606, 953, 1671]
award-photo — [703, 1351, 1221, 1521]
lead-paragraph: ಮೂರು ಲಕ್ಷ ಡಾಲರ್ ಮೊತ್ತದ ಬಹುಮಾನ ವಿತರಣೆ: ಈ ಸಮಾವೇಶದಲ್ಲಿ ಐದು ನವೋದ್ಯಮಗಳಿಗೆ ತಲಾ ಮೂರು ಲಕ್ಷ ಡಾಲರ್ ಬಹುಮಾನ ನೀಡಲಾಗುವುದು ಎಂದು ಹೇಳಿದರು. — [337, 684, 621, 732]
hmt-paragraph: ಎಚ್.ಎಂ.ಟಿ. ಜಾಗದ ಬಗ್ಗೆ ಮಾತನಾಡಿ, ಎಚ್.ಎಂ.ಟಿ. ಕಂಪನಿ ಅರಣ್ಯ ಭೂಮಿಯನ್ನು ಮಾರಾಟ ಮಾಡಿದೆ. 443 ಎಕರೆ ಭೂಮಿಯನ್ನು ಮರಳಿ ಪಡೆಯಲು ಕ್ರಮ ಕೈಗೊಳ್ಳಲಾಗುವುದು ಎಂದರು. — [946, 529, 1235, 576]
nav-bullet: • — [864, 111, 875, 129]
edition-link[interactable]: ಚಿಕ್ಕಬಳ್ಳಾಪುರ — [797, 111, 862, 129]
hmt-paragraph: ಸುಪ್ರೀಂಕೋರ್ಟ್ ನ್ಯಾಯಾಲಯ ನೀಡಿದ ತೀರ್ಪಿನಂತೆ ಅರಣ್ಯ ಭೂಮಿ ಸಂರಕ್ಷಣೆ ನಮ್ಮ ಕರ್ತವ್ಯ. ಯಾವುದೇ ರಾಜಕೀಯ ಒತ್ತಡಕ್ಕೆ ಮಣಿಯುವುದಿಲ್ಲ ಎಂದು ಸ್ಪಷ್ಟಪಡಿಸಿದರು. — [1247, 631, 1474, 696]
hmt-kicker: ಬೆಂಗಳೂರಿನ ಎಚ್‌ಎಂಟಿ ಜಾಗದಲ್ಲಿ ರಿಯಲ್ ಎಸ್ಟೇಟ್‌ಗೆ ಅವಕಾಶ ನೀಡಬೇಕೇ? — [946, 183, 1394, 205]
lead-paragraph: ಕರ್ನಾಟಕ ರಾಜ್ಯ ನೂತನ ಕೈಗಾರಿಕಾ ನೀತಿ 2025–30 ಅನ್ನು ಈ ಸಮಾವೇಶದಲ್ಲಿ ಘೋಷಣೆ ಮಾಡಲಾಗುವುದು. ದೇಶದ ಅನೇಕ ರಾಜ್ಯಗಳ ನೀತಿಗಳನ್ನು ಅಧ್ಯಯನ ಮಾಡಲಾಗಿದ್ದು ಎಲ್ಲವನ್ನೂ ಉತ್ತಮವಾಗಿ ಅಳವಡಿಸಲಾಗಿದೆ. — [40, 899, 324, 964]
footer-rule — [34, 2394, 1474, 2396]
railway-paragraph: ರೈಲ್ವೆ ಸ್ಲೀಪರ್ ಕ್ಲಾಸ್ ಕೋಚ್‌ಗಳಲ್ಲಿ ಟಿಕೆಟ್ ಇಲ್ಲದವರು ಸಹ ಪ್ರಯಾಣಿಸುವುದನ್ನು ತಡೆಯಲು ಕಠಿಣ ಕ್ರಮ ಕೈಗೊಳ್ಳಲಾಗುವುದು. ಕಾಯ್ದಿರಿಸದ ಟಿಕೆಟ್ ವ್ಯವಸ್ಥೆಯನ್ನು ಸುಧಾರಿಸಲಾಗುವುದು ಎಂದು ಹೇಳಿದರು. — [374, 1838, 665, 1885]
lead-headline-2: 10 ಲಕ್ಷ ಕೋಟಿ ಬಂಡವಾಳ ನಿರೀಕ್ಷೆ — [40, 315, 706, 382]
prabhakar-box-title: ಪತ್ರಿಕೋದ್ಯಮ ಜನರ ಪ್ರಾಣವಾಯು ಆಗಲಿ: ಕೆ.ವಿ.ಪ್ರಭಾಕರ್ — [1234, 1352, 1472, 1414]
nav-bullet: • — [783, 111, 793, 129]
page-number: 8 — [1439, 100, 1470, 159]
mid-rule — [34, 1249, 1474, 1252]
issue-day: ಮಂಗಳವಾರ — [1358, 110, 1423, 129]
lead-paragraph: ಸಭೆಯಲ್ಲಿ ಸಚಿವರಾದ ರಾಮಲಿಂಗಾರೆಡ್ಡಿ, ಕೃಷ್ಣ ಬೈರೇಗೌಡ, ಚಲುವರಾಯಸ್ವಾಮಿ, ಶರಣಬಸಪ್ಪ ದರ್ಶನಾಪುರ, ಪ್ರಿಯಾಂಕ್ ಖರ್ಗೆ ಮತ್ತು ದಿನೇಶ್ ಗುಂಡೂರಾವ್, ಮುಖ್ಯ ಕಾರ್ಯದರ್ಶಿ ಶಾಲಿನಿ ರಜನೀಶ್ ಮತ್ತಿತರ ಅಧಿಕಾರಿಗಳು ಭಾಗವಹಿಸಿದ್ದರು. — [634, 794, 921, 859]
ganja-paragraph: ಮೇಲಿನ ಸೇತುವೆ ಮೇಲೆ ಮಹೀಂದ್ರಾ ಕಾರ್ ಪಲ್ಟಿಯಾಗಿದೆ. ಸ್ಥಳಕ್ಕೆ ಆಗಮಿಸಿದ ಪೊಲೀಸರು ಕಾರ್ ಪರಿಶೀಲಿಸಿದಾಗ ಗಾಂಜಾ ಪ್ಯಾಕೆಟ್‌ಗಳು ಪತ್ತೆಯಾಗಿವೆ. — [827, 2181, 1140, 2211]
edition-link[interactable]: ಕೊಪ್ಪಳ — [665, 137, 703, 155]
footer-imprint: Printed and Published by VISHWANATH BASAVARAJ SWAMY on behalf of SUDDIMOOLA PUBLISHERS INDIA LIMITED,at 12-7-196, Siyatalab,Raichur 584102.(Karnataka) Editor: BASAVARAJ SWAMY . Vol 37. No.287 RNI No. 50620/88, M : 9980510306 — [40, 2402, 1447, 2415]
lead-headline-1: ‘ಇನ್ವೆಸ್ಟ್ ಕರ್ನಾಟಕ’ ಮೂಲಕ — [40, 226, 595, 293]
edition-nav — [569, 107, 1011, 159]
railway-paragraph: ಈ ವರ್ಷ ಹೊಸದಾಗಿ ಬಿಡುಗಡೆಯಾದ ವಂದೇ ಭಾರತ್ ರೈಲುಗಳು ಯಾವ ಮಾರ್ಗದಲ್ಲಿ ಸಂಚರಿಸುತ್ತವೆ ಎಂದು ಈಗಲೇ ನಿರ್ಧರಿಸಿಲ್ಲ. ರಾಜ್ಯಗಳ ಬೇಡಿಕೆ ಬಂದಲ್ಲಿ ಅನ್ನು ಪರಿಶೀಲಿಸಿ ವಂದೇ ಭಾರತ್ ರೈಲುಗಳನ್ನು ಒದಗಿಸಲಾಗುವುದು ಎಂದರು. — [374, 1766, 665, 1831]
hmt-headline-1: ಕುದುರೇಮುಖ ವಿಚಾರದಲ್ಲಿ ಕುಮಾರಸ್ವಾಮಿ — [946, 224, 1457, 266]
nav-bullet: • — [572, 137, 583, 155]
railway-paragraph: ನವದೆಹಲಿಯಲ್ಲಿ ಸುದ್ದಿಗೋಷ್ಠಿಯಲ್ಲಿ ಮಾತನಾಡಿದ ಅವರು, ಕರ್ನಾಟಕಕ್ಕೆ 2014ರ ನಂತರ ರೈಲ್ವೆ ಯೋಜನೆಗಳಿಗೆ ಅನುದಾನ ಹೆಚ್ಚಿಸಲಾಗಿದೆ. 2014ರಿಂದ ಈ ವರೆಗೆ ಕರ್ನಾಟಕದಲ್ಲಿ 1,652 ಕಿ.ಮೀ. ಹೊಸ ರೈಲು ಮಾರ್ಗ ನಿರ್ಮಾಣ ಮಾಡಲಾಗಿದೆ. — [40, 1532, 347, 1597]
lead-column-3 — [634, 628, 921, 1238]
edition-link[interactable]: ಬೀದರ — [977, 137, 1011, 155]
